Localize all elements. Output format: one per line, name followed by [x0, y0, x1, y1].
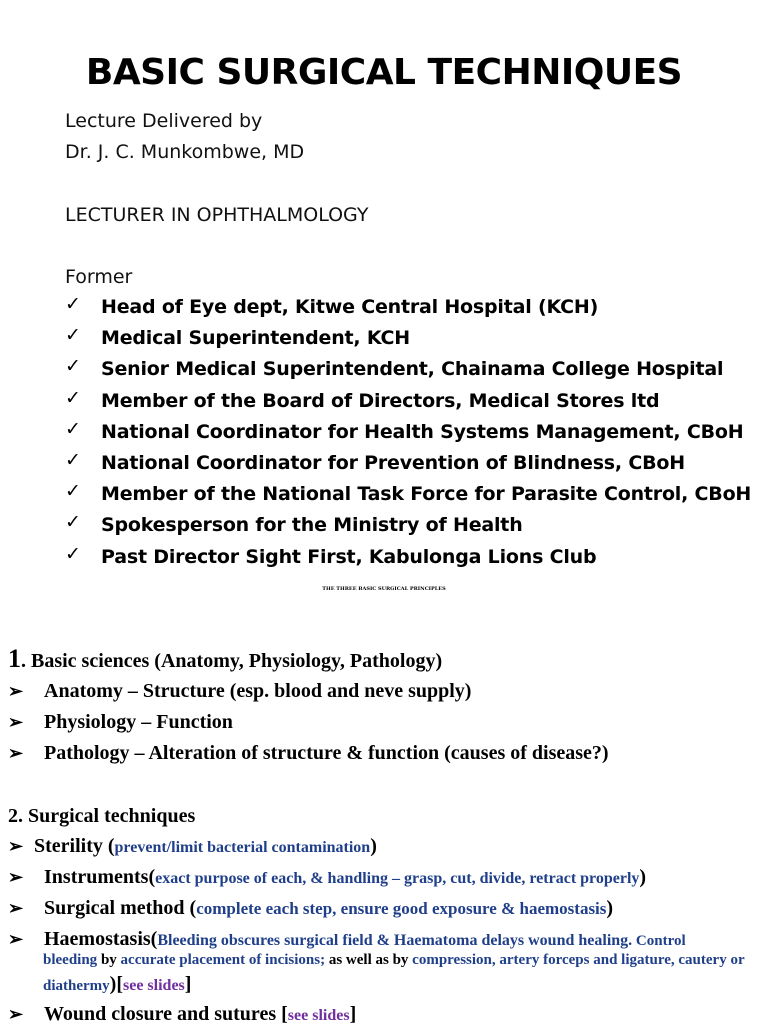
- arrow-bullet-icon: ➢: [8, 836, 24, 856]
- former-label: Former: [65, 266, 133, 288]
- list-item: ✓ Member of the Board of Directors, Medical Stores ltd: [65, 386, 660, 412]
- checkmark-icon: ✓: [65, 293, 81, 315]
- list-item-sterility: ➢ Sterility (prevent/limit bacterial contamination): [8, 835, 377, 857]
- list-item: ✓ Senior Medical Superintendent, Chainama College Hospital: [65, 355, 724, 381]
- list-item-haemostasis: ➢ Haemostasis(Bleeding obscures surgical field & Haematoma delays wound healing. Control: [8, 928, 686, 950]
- list-item: ✓ National Coordinator for Health Systems Management, CBoH: [65, 417, 744, 443]
- list-item: ➢ Anatomy – Structure (esp. blood and neve supply): [8, 680, 472, 702]
- slide-title: BASIC SURGICAL TECHNIQUES: [85, 52, 683, 93]
- section-number: 1: [8, 644, 21, 673]
- checkmark-icon: ✓: [65, 542, 81, 565]
- arrow-bullet-icon: ➢: [8, 867, 24, 887]
- checkmark-icon: ✓: [65, 417, 81, 440]
- list-item: ✓ Head of Eye dept, Kitwe Central Hospital (KCH): [65, 293, 599, 318]
- arrow-bullet-icon: ➢: [8, 898, 24, 918]
- list-item: ✓ Medical Superintendent, KCH: [65, 324, 410, 350]
- arrow-bullet-icon: ➢: [8, 712, 24, 732]
- checkmark-icon: ✓: [65, 480, 81, 503]
- list-item: ➢ Physiology – Function: [8, 711, 233, 733]
- list-item-surgical-method: ➢ Surgical method (complete each step, ensure good exposure & haemostasis): [8, 897, 614, 919]
- arrow-bullet-icon: ➢: [8, 929, 24, 949]
- checkmark-icon: ✓: [65, 386, 81, 409]
- see-slides-link[interactable]: see slides: [287, 1007, 350, 1024]
- delivered-by-label: Lecture Delivered by: [65, 110, 263, 132]
- list-item: ✓ Spokesperson for the Ministry of Health: [65, 511, 523, 537]
- section2-heading: 2. Surgical techniques: [8, 805, 196, 827]
- slide2-title: THE THREE BASIC SURGICAL PRINCIPLES: [322, 586, 446, 592]
- arrow-bullet-icon: ➢: [8, 1004, 24, 1024]
- arrow-bullet-icon: ➢: [8, 743, 24, 763]
- presenter-role: LECTURER IN OPHTHALMOLOGY: [65, 204, 369, 226]
- checkmark-icon: ✓: [65, 355, 81, 378]
- list-item-wound-closure: ➢ Wound closure and sutures [see slides]: [8, 1003, 357, 1025]
- checkmark-icon: ✓: [65, 511, 81, 534]
- arrow-bullet-icon: ➢: [8, 681, 24, 701]
- haemostasis-continued-line: bleeding by accurate placement of incisions; as well as by compression, artery forceps and ligature, cautery or: [43, 952, 745, 968]
- list-item: ✓ Member of the National Task Force for Parasite Control, CBoH: [65, 480, 752, 506]
- checkmark-icon: ✓: [65, 324, 81, 347]
- presenter-name: Dr. J. C. Munkombwe, MD: [65, 141, 305, 163]
- section1-heading: 1. Basic sciences (Anatomy, Physiology, Pathology): [8, 644, 443, 673]
- list-item: ✓ Past Director Sight First, Kabulonga Lions Club: [65, 542, 597, 568]
- checkmark-icon: ✓: [65, 448, 81, 471]
- see-slides-link[interactable]: see slides: [123, 977, 185, 994]
- list-item-instruments: ➢ Instruments(exact purpose of each, & handling – grasp, cut, divide, retract properly): [8, 866, 647, 888]
- haemostasis-last-line: diathermy)[see slides]: [43, 973, 192, 995]
- list-item: ➢ Pathology – Alteration of structure & function (causes of disease?): [8, 742, 609, 764]
- list-item: ✓ National Coordinator for Prevention of Blindness, CBoH: [65, 448, 685, 474]
- former-positions-list: [65, 293, 765, 577]
